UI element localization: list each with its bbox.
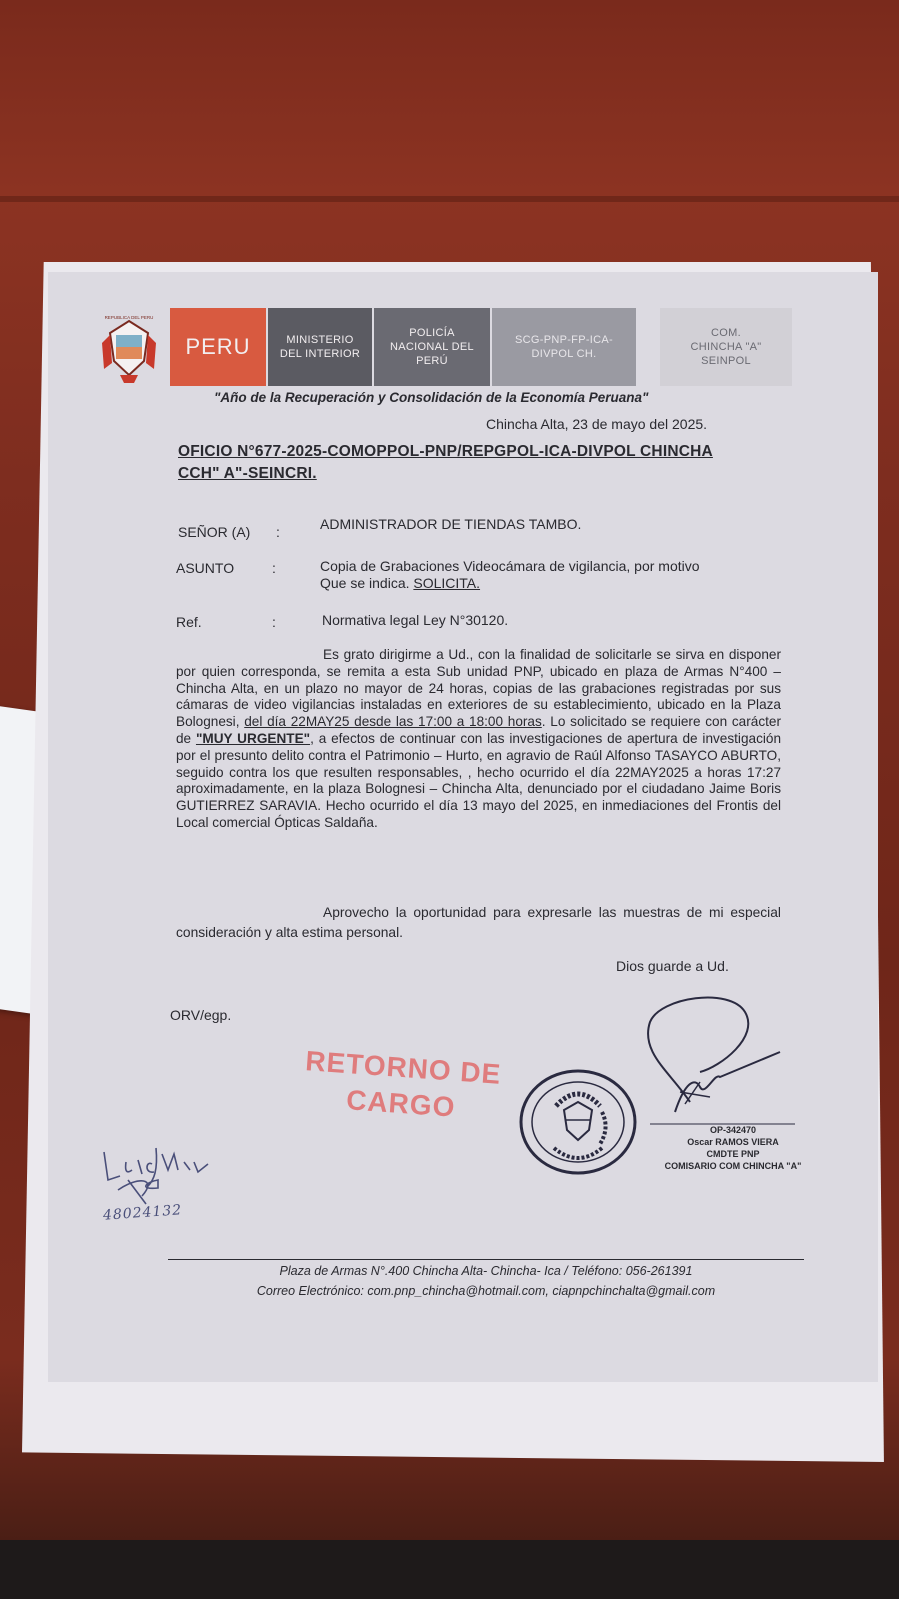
asunto-line-2: Que se indica.: [320, 575, 410, 591]
asunto-solicita: SOLICITA.: [413, 575, 481, 591]
scg-line-1: SCG-PNP-FP-ICA-: [515, 334, 613, 346]
ref-value: Normativa legal Ley N°30120.: [322, 612, 509, 628]
asunto-value: [320, 558, 790, 592]
ref-label: Ref.: [176, 614, 202, 630]
coat-of-arms-icon: [98, 313, 160, 385]
place-date: Chincha Alta, 23 de mayo del 2025.: [486, 416, 708, 432]
initials: ORV/egp.: [170, 1007, 232, 1023]
police-seal-icon: [518, 1068, 638, 1176]
peru-badge: [170, 308, 266, 386]
asunto-label: ASUNTO: [176, 560, 235, 576]
ministerio-line-1: MINISTERIO: [286, 334, 354, 346]
retorno-stamp: [302, 1043, 503, 1129]
signature-name: Oscar RAMOS VIERA: [687, 1137, 779, 1147]
ministerio-line-2: DEL INTERIOR: [279, 348, 361, 360]
senor-value: ADMINISTRADOR DE TIENDAS TAMBO.: [320, 516, 582, 532]
year-motto: "Año de la Recuperación y Consolidación de la Economía Peruana": [214, 390, 649, 405]
oficio-line-2: CCH" A"-SEINCRI.: [178, 465, 317, 482]
body-part-a: Es grato dirigirme a Ud., con la finalidad de solicitarle se sirva en disponer por quien corresponda, se remita a esta Sub unidad PNP, ubicado en plaza de Armas N°400 – Chincha Alta, en un plazo no mayor de 24 horas, copias de las grabaciones registradas por sus cámaras de video vigilancias instaladas en exteriores de su establecimiento, ubicado en la Plaza Bolognesi,: [176, 647, 781, 730]
asunto-colon: :: [272, 560, 276, 576]
oficio-line-1: OFICIO N°677-2025-COMOPPOL-PNP/REPGPOL-ICA-DIVPOL CHINCHA: [178, 443, 713, 460]
body-part-b: . Lo solicitado se requiere con carácter de: [176, 714, 781, 746]
svg-text:REPUBLICA DEL PERU: REPUBLICA DEL PERU: [104, 315, 154, 320]
asunto-line-1: Copia de Grabaciones Videocámara de vigilancia, por motivo: [320, 558, 700, 574]
body-underlined-dates: del día 22MAY25 desde las 17:00 a 18:00 horas: [244, 714, 542, 730]
policia-badge: [374, 308, 490, 386]
footer-email: Correo Electrónico: com.pnp_chincha@hotmail.com, ciapnpchinchalta@gmail.com: [256, 1284, 716, 1298]
farewell: Dios guarde a Ud.: [616, 958, 729, 974]
signature-block: [648, 1124, 818, 1172]
signature-role: COMISARIO COM CHINCHA "A": [664, 1161, 802, 1171]
body-paragraph: [176, 647, 781, 832]
ref-colon: :: [272, 614, 276, 630]
signature-rank: CMDTE PNP: [706, 1149, 760, 1159]
footer-divider: [168, 1259, 804, 1260]
body-urgent: "MUY URGENTE": [195, 730, 311, 746]
receiver-dni: 48024132: [102, 1202, 183, 1224]
com-line-2: CHINCHA "A": [690, 341, 762, 353]
senor-label: SEÑOR (A): [178, 524, 251, 540]
com-line-3: SEINPOL: [701, 355, 751, 367]
ministerio-badge: [268, 308, 372, 386]
signature-drawing: [630, 992, 800, 1132]
com-line-1: COM.: [711, 327, 741, 339]
footer-address: Plaza de Armas N°.400 Chincha Alta- Chincha- Ica / Teléfono: 056-261391: [279, 1264, 693, 1278]
com-badge: [660, 308, 792, 386]
scg-line-2: DIVPOL CH.: [531, 348, 597, 360]
body-part-c: , a efectos de continuar con las investigaciones de apertura de investigación por el presunto delito contra el Patrimonio – Hurto, en agravio de Raúl Alfonso TASAYCO ABURTO, seguido contra los que resulten responsables, , hecho ocurrido el día 22MAY2025 a horas 17:27 aproximadamente, en la plaza Bolognesi – Chincha Alta, denunciado por el ciudadano Jaime Boris GUTIERREZ SARAVIA. Hecho ocurrido el día 13 mayo del 2025, en inmediaciones del Frontis del Local comercial Ópticas Saldaña.: [176, 730, 782, 830]
retorno-line-1: RETORNO DE: [304, 1045, 503, 1090]
senor-colon: :: [276, 524, 280, 540]
scg-badge: [492, 308, 636, 386]
policia-line-3: PERÚ: [416, 355, 448, 367]
oficio-number: [178, 441, 758, 485]
closing-paragraph: [176, 903, 781, 943]
closing-text: Aprovecho la oportunidad para expresarle las muestras de mi especial consideración y alta estima personal.: [176, 905, 781, 940]
policia-line-2: NACIONAL DEL: [390, 341, 474, 353]
peru-label: PERU: [185, 334, 251, 359]
policia-line-1: POLICÍA: [409, 327, 455, 339]
retorno-line-2: CARGO: [345, 1084, 457, 1123]
signature-cip: OP-342470: [709, 1125, 757, 1135]
